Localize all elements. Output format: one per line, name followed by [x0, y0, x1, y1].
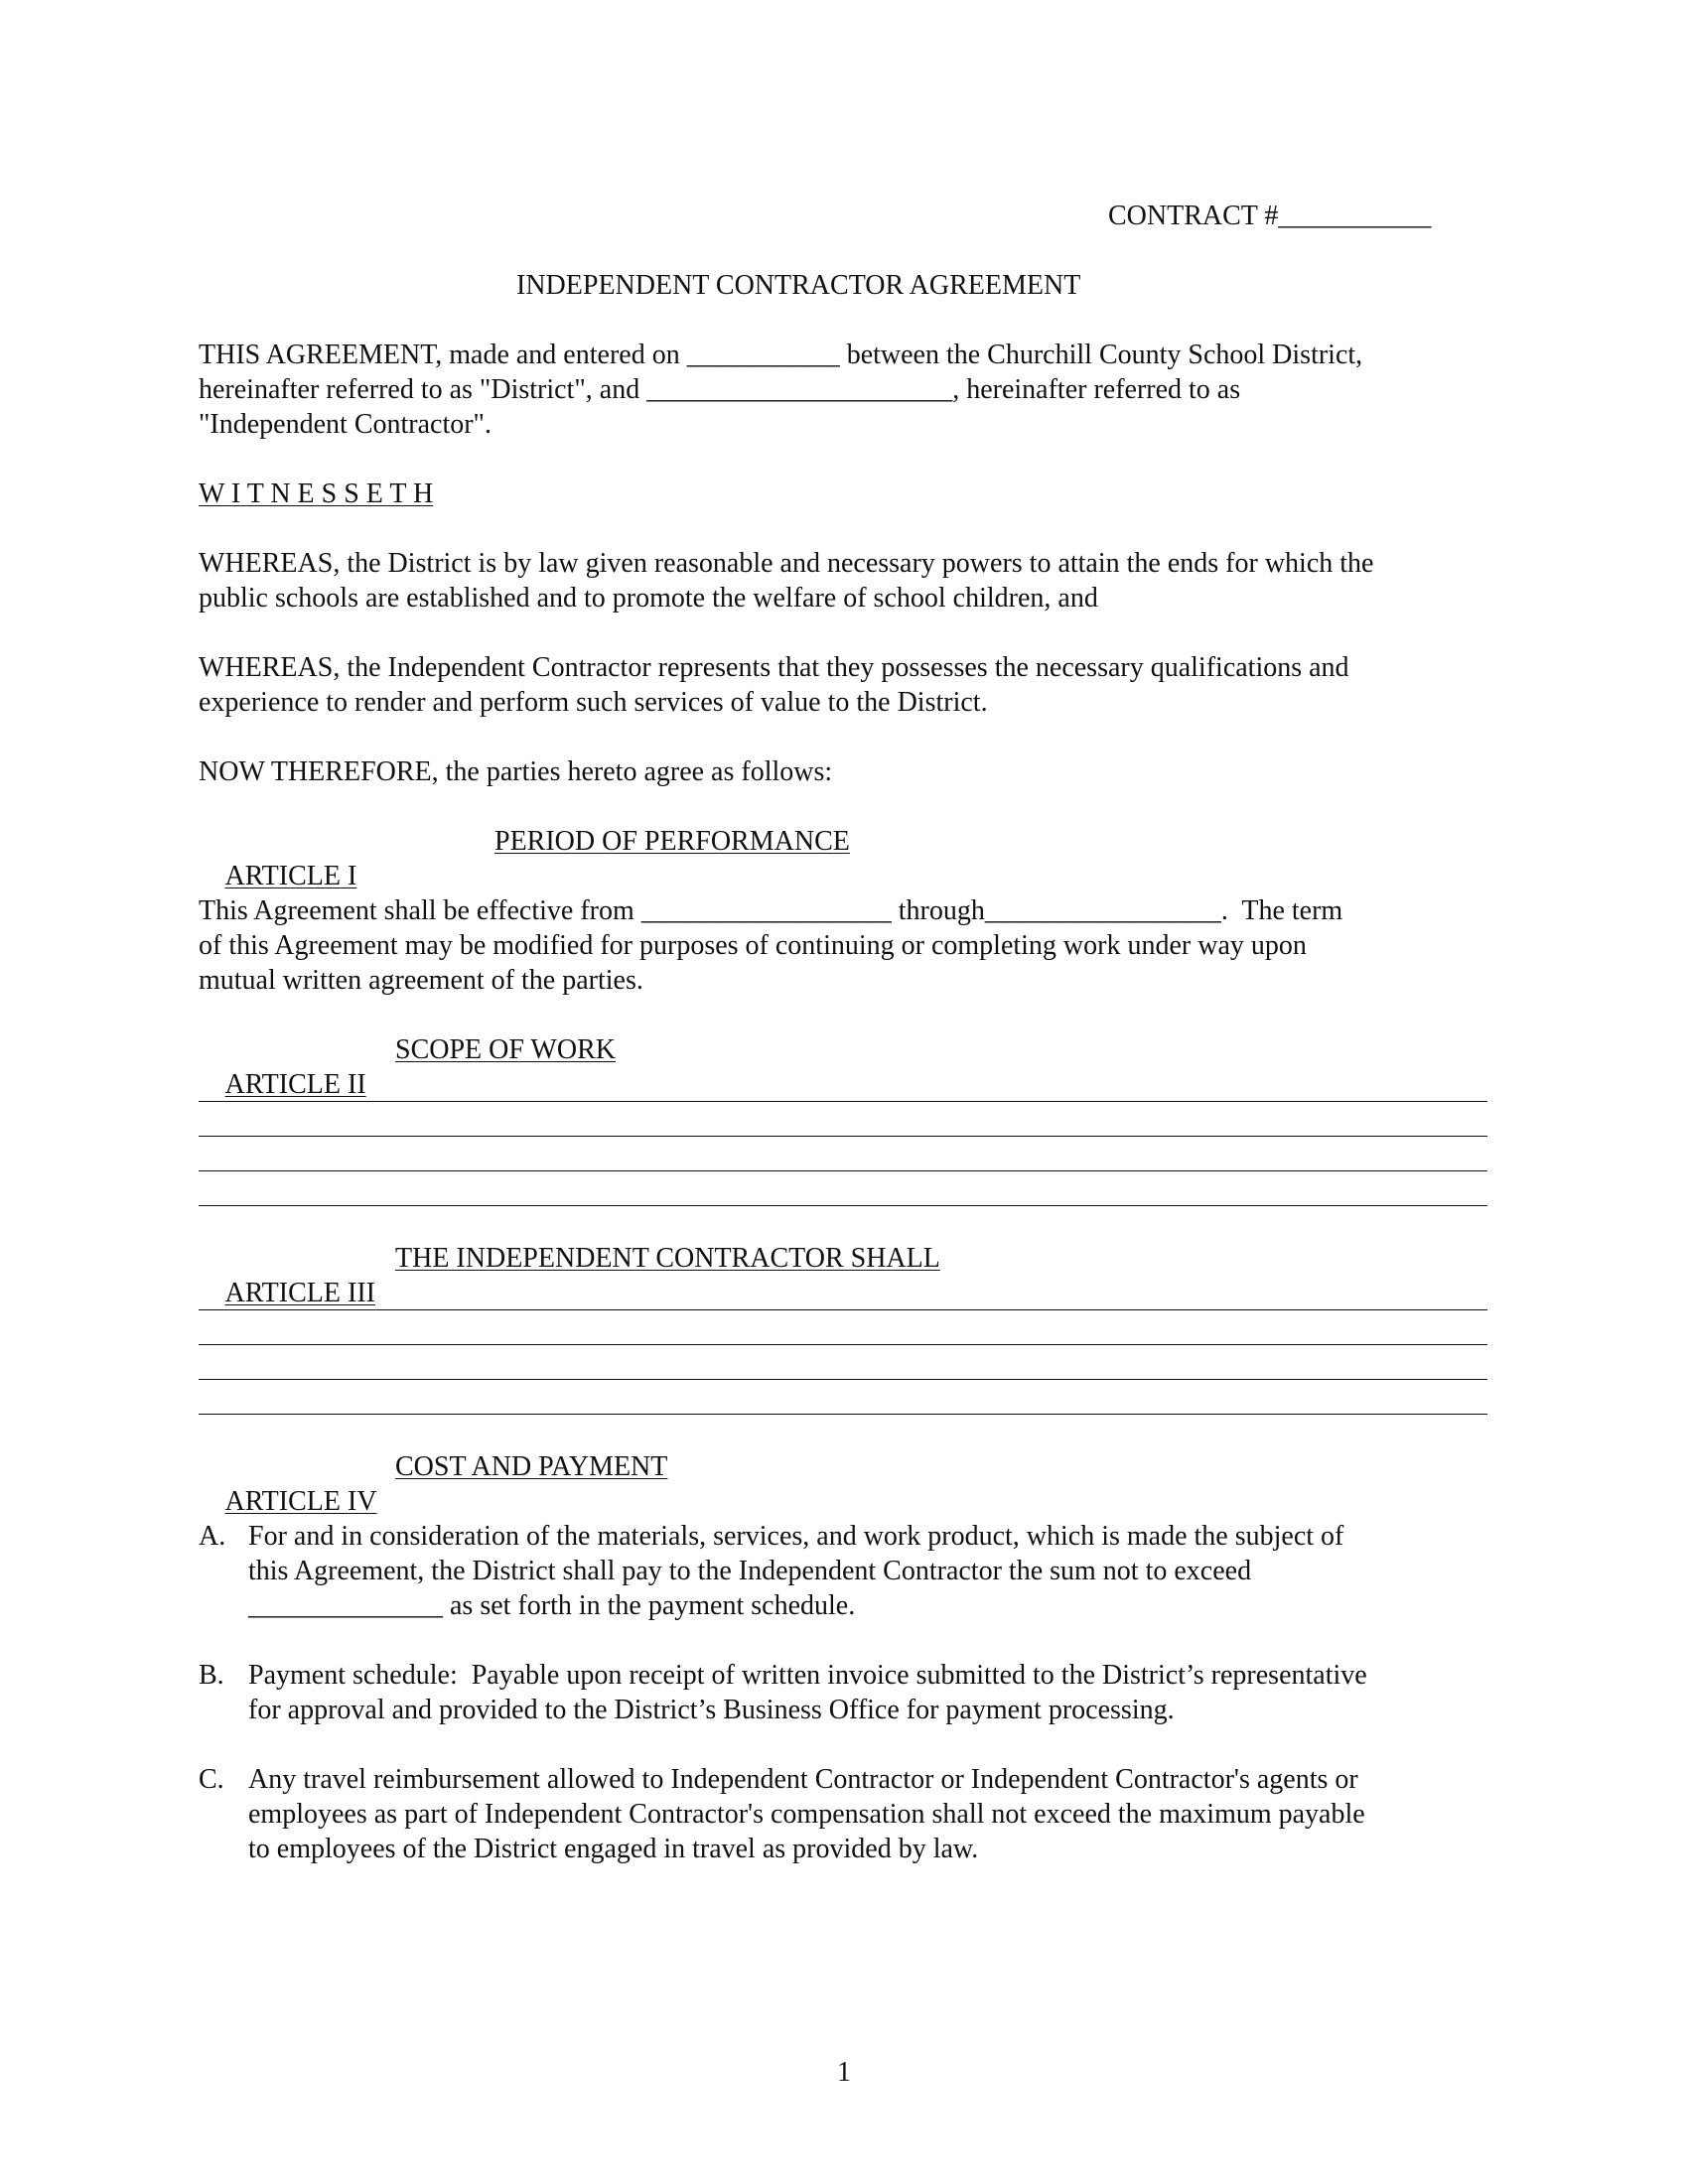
article-1-line-2: of this Agreement may be modified for purposes of continuing or completing work under way upon: [199, 930, 1307, 961]
blank-line[interactable]: [199, 1137, 1487, 1171]
article-3-number: ARTICLE III: [224, 1278, 375, 1308]
whereas-1-line-2: public schools are established and to promote the welfare of school children, and: [199, 583, 1098, 614]
item-b-line-2: for approval and provided to the District’s Business Office for payment processing.: [248, 1695, 1175, 1725]
blank-line[interactable]: [199, 1171, 1487, 1206]
item-letter: C.: [199, 1764, 224, 1795]
item-letter: B.: [199, 1660, 224, 1691]
item-c-line-1: Any travel reimbursement allowed to Independent Contractor or Independent Contractor's agents or: [248, 1764, 1358, 1795]
contractor-duties-blank-lines: [199, 1276, 1487, 1415]
page-number: 1: [837, 2057, 851, 2088]
item-a-line-3: ______________ as set forth in the payment schedule.: [248, 1590, 856, 1621]
blank-line[interactable]: [199, 1102, 1487, 1137]
now-therefore: NOW THEREFORE, the parties hereto agree as follows:: [199, 756, 833, 787]
blank-line[interactable]: [199, 1345, 1487, 1380]
intro-line-1: THIS AGREEMENT, made and entered on ___________ between the Churchill County School District,: [199, 340, 1363, 370]
item-c-line-3: to employees of the District engaged in travel as provided by law.: [248, 1834, 979, 1864]
article-2-title: SCOPE OF WORK: [395, 1034, 616, 1065]
whereas-1-line-1: WHEREAS, the District is by law given reasonable and necessary powers to attain the ends for which the: [199, 548, 1374, 579]
article-4-title: COST AND PAYMENT: [395, 1451, 668, 1482]
article-1-number: ARTICLE I: [224, 861, 357, 891]
article-2-number: ARTICLE II: [224, 1069, 366, 1100]
intro-line-3: "Independent Contractor".: [199, 409, 492, 440]
blank-line[interactable]: [199, 1276, 1487, 1310]
agreement-title: INDEPENDENT CONTRACTOR AGREEMENT: [516, 270, 1081, 301]
witnesseth-heading: W I T N E S S E T H: [199, 478, 434, 509]
blank-line[interactable]: [199, 1310, 1487, 1345]
contract-number: CONTRACT #___________: [1108, 201, 1432, 231]
item-c-line-2: employees as part of Independent Contractor's compensation shall not exceed the maximum payable: [248, 1799, 1365, 1830]
scope-of-work-blank-lines: [199, 1067, 1487, 1206]
article-1-line-3: mutual written agreement of the parties.: [199, 965, 643, 996]
blank-line[interactable]: [199, 1380, 1487, 1415]
item-b-line-1: Payment schedule: Payable upon receipt of written invoice submitted to the District’s representative: [248, 1660, 1367, 1691]
article-4-number: ARTICLE IV: [224, 1486, 377, 1517]
article-1-title: PERIOD OF PERFORMANCE: [494, 826, 850, 857]
whereas-2-line-2: experience to render and perform such services of value to the District.: [199, 687, 988, 718]
blank-line[interactable]: [199, 1067, 1487, 1102]
intro-line-2: hereinafter referred to as "District", and ______________________, hereinafter referred to as: [199, 374, 1241, 405]
whereas-2-line-1: WHEREAS, the Independent Contractor represents that they possesses the necessary qualifications and: [199, 652, 1349, 683]
item-a-line-2: this Agreement, the District shall pay to the Independent Contractor the sum not to exceed: [248, 1556, 1252, 1586]
article-1-line-1: This Agreement shall be effective from __________________ through_________________. The term: [199, 895, 1343, 926]
item-a-line-1: For and in consideration of the materials, services, and work product, which is made the subject of: [248, 1521, 1344, 1552]
item-letter: A.: [199, 1521, 226, 1552]
article-3-title: THE INDEPENDENT CONTRACTOR SHALL: [395, 1243, 940, 1274]
